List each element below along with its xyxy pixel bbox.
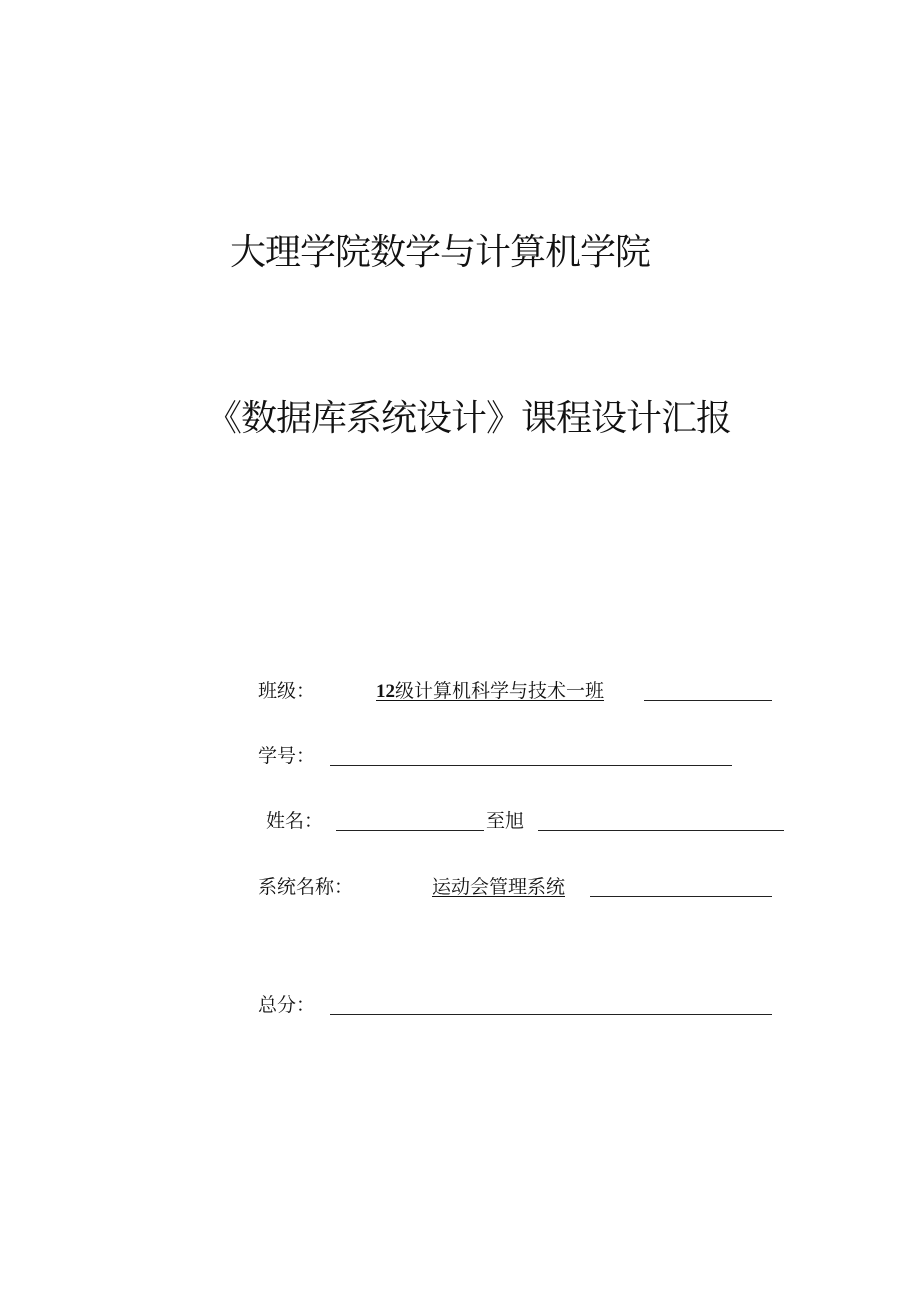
total-score-label: 总分： — [258, 994, 316, 1016]
class-fill-line — [644, 700, 772, 701]
student-id-field — [258, 741, 778, 767]
class-field — [258, 676, 778, 702]
name-fill-line-right — [538, 830, 784, 831]
name-field — [266, 806, 796, 832]
class-value-number: 12 — [376, 681, 395, 702]
system-name-value: 运动会管理系统 — [432, 876, 566, 898]
class-value — [376, 676, 604, 703]
total-score-fill-line — [330, 1014, 772, 1015]
student-id-fill-line — [330, 765, 732, 766]
class-label: 班级： — [258, 680, 316, 702]
course-report-title: 《数据库系统设计》课程设计汇报 — [206, 398, 732, 439]
student-id-label: 学号： — [258, 745, 316, 767]
system-name-field — [258, 872, 778, 898]
system-name-fill-line — [590, 896, 772, 897]
name-value: 至旭 — [486, 810, 525, 832]
total-score-field — [258, 990, 778, 1016]
school-title: 大理学院数学与计算机学院 — [230, 232, 651, 273]
system-name-label: 系统名称： — [258, 876, 354, 898]
name-fill-line-left — [336, 830, 484, 831]
name-label: 姓名： — [266, 810, 324, 832]
class-value-text: 级计算机科学与技术一班 — [395, 680, 605, 702]
